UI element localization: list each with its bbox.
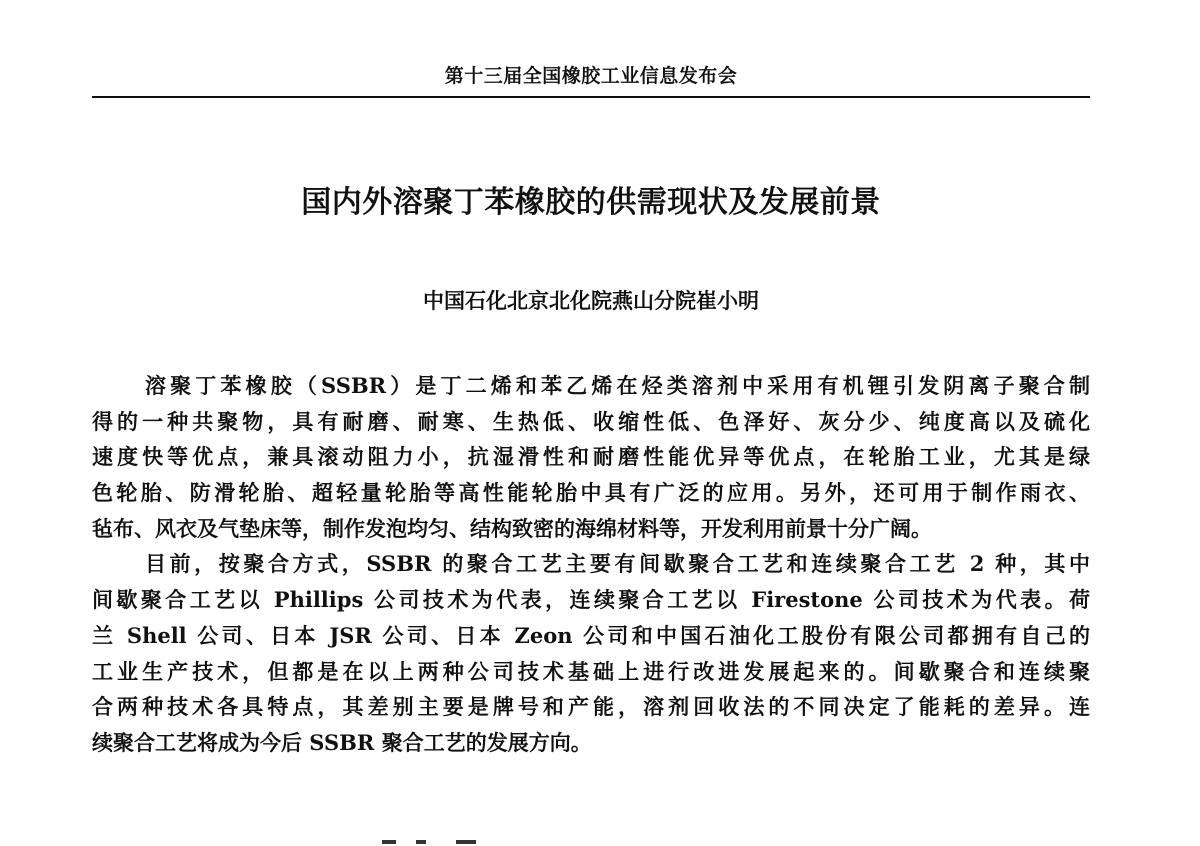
paragraph-2-line-1: 目前，按聚合方式，SSBR 的聚合工艺主要有间歇聚合工艺和连续聚合工艺 2 种，其中 — [145, 551, 1090, 577]
paragraph-2-line-2: 间歇聚合工艺以 Phillips 公司技术为代表，连续聚合工艺以 Firestone 公司技术为代表。荷 — [92, 587, 1090, 613]
text-fragment-mark — [382, 840, 396, 844]
document-title: 国内外溶聚丁苯橡胶的供需现状及发展前景 — [301, 185, 881, 220]
text-fragment-mark — [416, 840, 426, 844]
paragraph-1-line-4: 色轮胎、防滑轮胎、超轻量轮胎等高性能轮胎中具有广泛的应用。另外，还可用于制作雨衣、 — [92, 480, 1090, 506]
author-affiliation: 中国石化北京北化院燕山分院崔小明 — [423, 288, 759, 313]
body-text — [92, 368, 1090, 761]
paragraph-1-line-5: 毡布、风衣及气垫床等，制作发泡均匀、结构致密的海绵材料等，开发利用前景十分广阔。 — [92, 515, 932, 541]
paragraph-1-line-2: 得的一种共聚物，具有耐磨、耐寒、生热低、收缩性低、色泽好、灰分少、纯度高以及硫化 — [92, 408, 1090, 434]
cut-off-text-fragment — [360, 830, 520, 846]
paragraph-1-line-1: 溶聚丁苯橡胶（SSBR）是丁二烯和苯乙烯在烃类溶剂中采用有机锂引发阴离子聚合制 — [145, 373, 1090, 398]
paragraph-1-line-3: 速度快等优点，兼具滚动阻力小，抗湿滑性和耐磨性能优异等优点，在轮胎工业，尤其是绿 — [92, 444, 1090, 470]
running-header: 第十三届全国橡胶工业信息发布会 — [444, 65, 738, 87]
paragraph-2-line-3: 兰 Shell 公司、日本 JSR 公司、日本 Zeon 公司和中国石油化工股份有限公司都拥有自己的 — [92, 622, 1090, 648]
paragraph-2-line-5: 合两种技术各具特点，其差别主要是牌号和产能，溶剂回收法的不同决定了能耗的差异。连 — [92, 694, 1090, 720]
text-fragment-mark — [456, 840, 476, 844]
paragraph-2-line-4: 工业生产技术，但都是在以上两种公司技术基础上进行改进发展起来的。间歇聚合和连续聚 — [92, 658, 1090, 684]
paragraph-2-line-6: 续聚合工艺将成为今后 SSBR 聚合工艺的发展方向。 — [92, 729, 592, 755]
header-rule — [92, 96, 1090, 98]
